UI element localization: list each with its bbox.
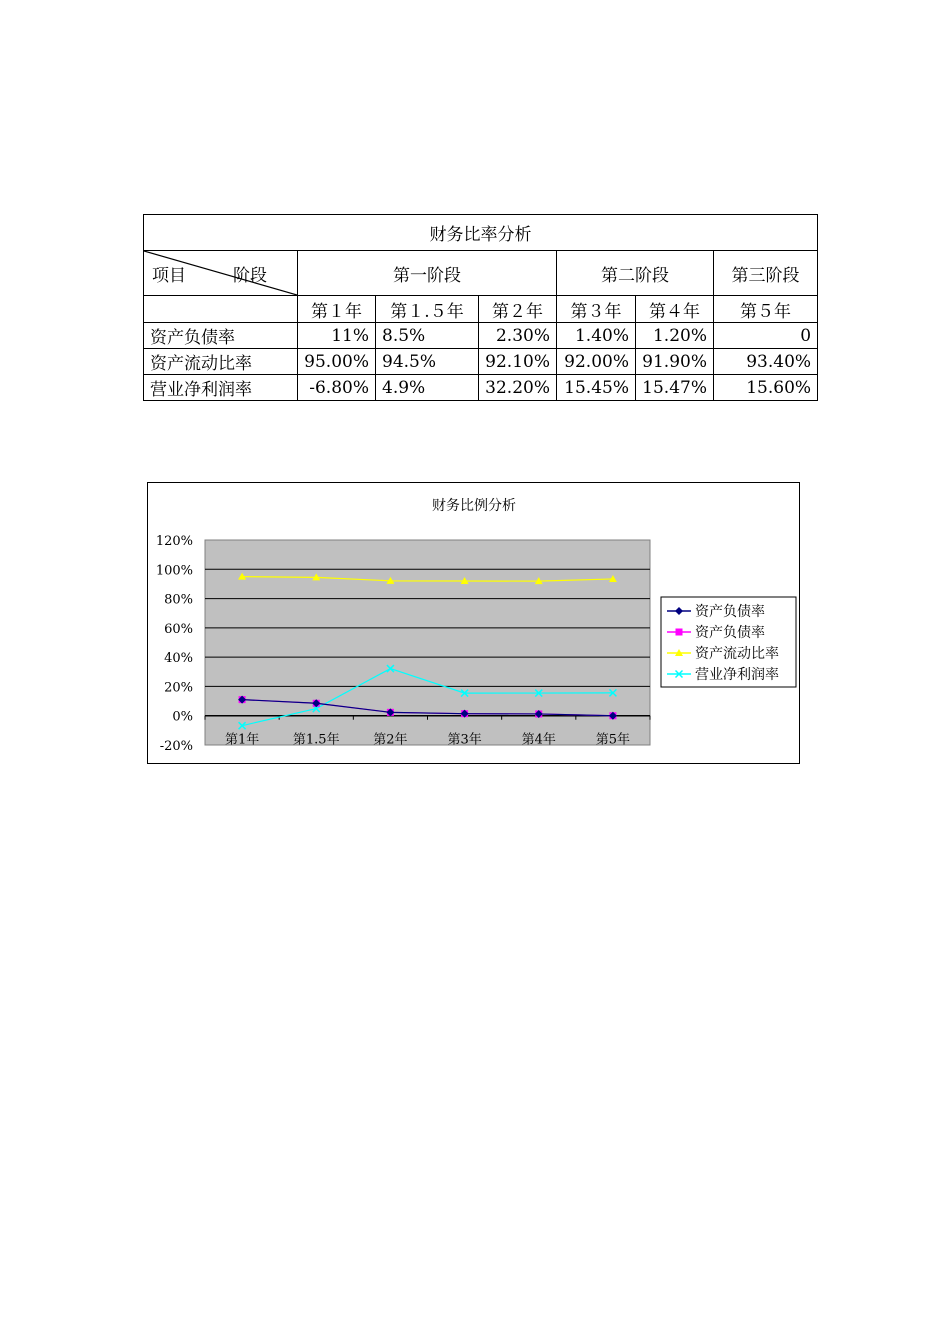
row-label: 营业净利润率 <box>144 375 298 401</box>
table-cell: 11% <box>298 323 376 349</box>
table-cell: 93.40% <box>714 349 818 375</box>
legend-label: 营业净利润率 <box>695 667 779 683</box>
legend-marker <box>676 629 683 636</box>
table-row <box>144 375 818 401</box>
table-cell: 92.10% <box>479 349 557 375</box>
table-cell: 15.47% <box>636 375 714 401</box>
table-cell: 15.60% <box>714 375 818 401</box>
table-cell: 1.40% <box>557 323 636 349</box>
x-tick-label: 第2年 <box>373 732 408 748</box>
table-cell: 2.30% <box>479 323 557 349</box>
period-header: 第５年 <box>714 296 818 323</box>
y-tick-label: 40% <box>164 651 193 667</box>
x-tick-label: 第5年 <box>595 732 631 748</box>
table-cell: 32.20% <box>479 375 557 401</box>
y-tick-label: 60% <box>164 621 193 637</box>
legend-label: 资产负债率 <box>695 604 765 620</box>
y-tick-label: 100% <box>155 563 193 579</box>
diagonal-label-stage: 阶段 <box>233 266 267 286</box>
period-header: 第２年 <box>479 296 557 323</box>
table-row <box>144 323 818 349</box>
table-cell: 95.00% <box>298 349 376 375</box>
period-header: 第４年 <box>636 296 714 323</box>
diagonal-header-cell <box>144 251 298 296</box>
table-cell: 0 <box>714 323 818 349</box>
y-tick-label: 0% <box>172 709 193 725</box>
table-cell: 1.20% <box>636 323 714 349</box>
line-chart-frame <box>147 482 800 764</box>
row-label: 资产负债率 <box>144 323 298 349</box>
table-cell: 4.9% <box>376 375 479 401</box>
table-row <box>144 349 818 375</box>
y-tick-label: 120% <box>155 534 193 549</box>
stage-header: 第二阶段 <box>557 251 714 296</box>
period-header: 第１年 <box>298 296 376 323</box>
stage-header: 第一阶段 <box>298 251 557 296</box>
period-header: 第３年 <box>557 296 636 323</box>
plot-area <box>205 540 650 745</box>
legend-label: 资产负债率 <box>695 625 765 641</box>
table-cell: 92.00% <box>557 349 636 375</box>
line-chart <box>148 483 799 763</box>
table-title: 财务比率分析 <box>144 215 818 251</box>
y-tick-label: 80% <box>164 592 193 608</box>
x-tick-label: 第1.5年 <box>292 732 340 748</box>
x-tick-label: 第3年 <box>447 732 482 748</box>
stage-header: 第三阶段 <box>714 251 818 296</box>
financial-ratio-table <box>143 214 818 401</box>
table-cell: 8.5% <box>376 323 479 349</box>
y-tick-label: 20% <box>164 680 193 696</box>
empty-header-cell <box>144 296 298 323</box>
diagonal-label-item: 项目 <box>152 266 186 286</box>
period-header: 第１.５年 <box>376 296 479 323</box>
table-cell: -6.80% <box>298 375 376 401</box>
y-tick-label: -20% <box>159 739 193 754</box>
table-cell: 15.45% <box>557 375 636 401</box>
chart-title: 财务比例分析 <box>432 498 516 514</box>
x-tick-label: 第1年 <box>224 732 260 748</box>
row-label: 资产流动比率 <box>144 349 298 375</box>
table-cell: 91.90% <box>636 349 714 375</box>
table-cell: 94.5% <box>376 349 479 375</box>
x-tick-label: 第4年 <box>521 732 556 748</box>
legend-label: 资产流动比率 <box>695 646 779 662</box>
